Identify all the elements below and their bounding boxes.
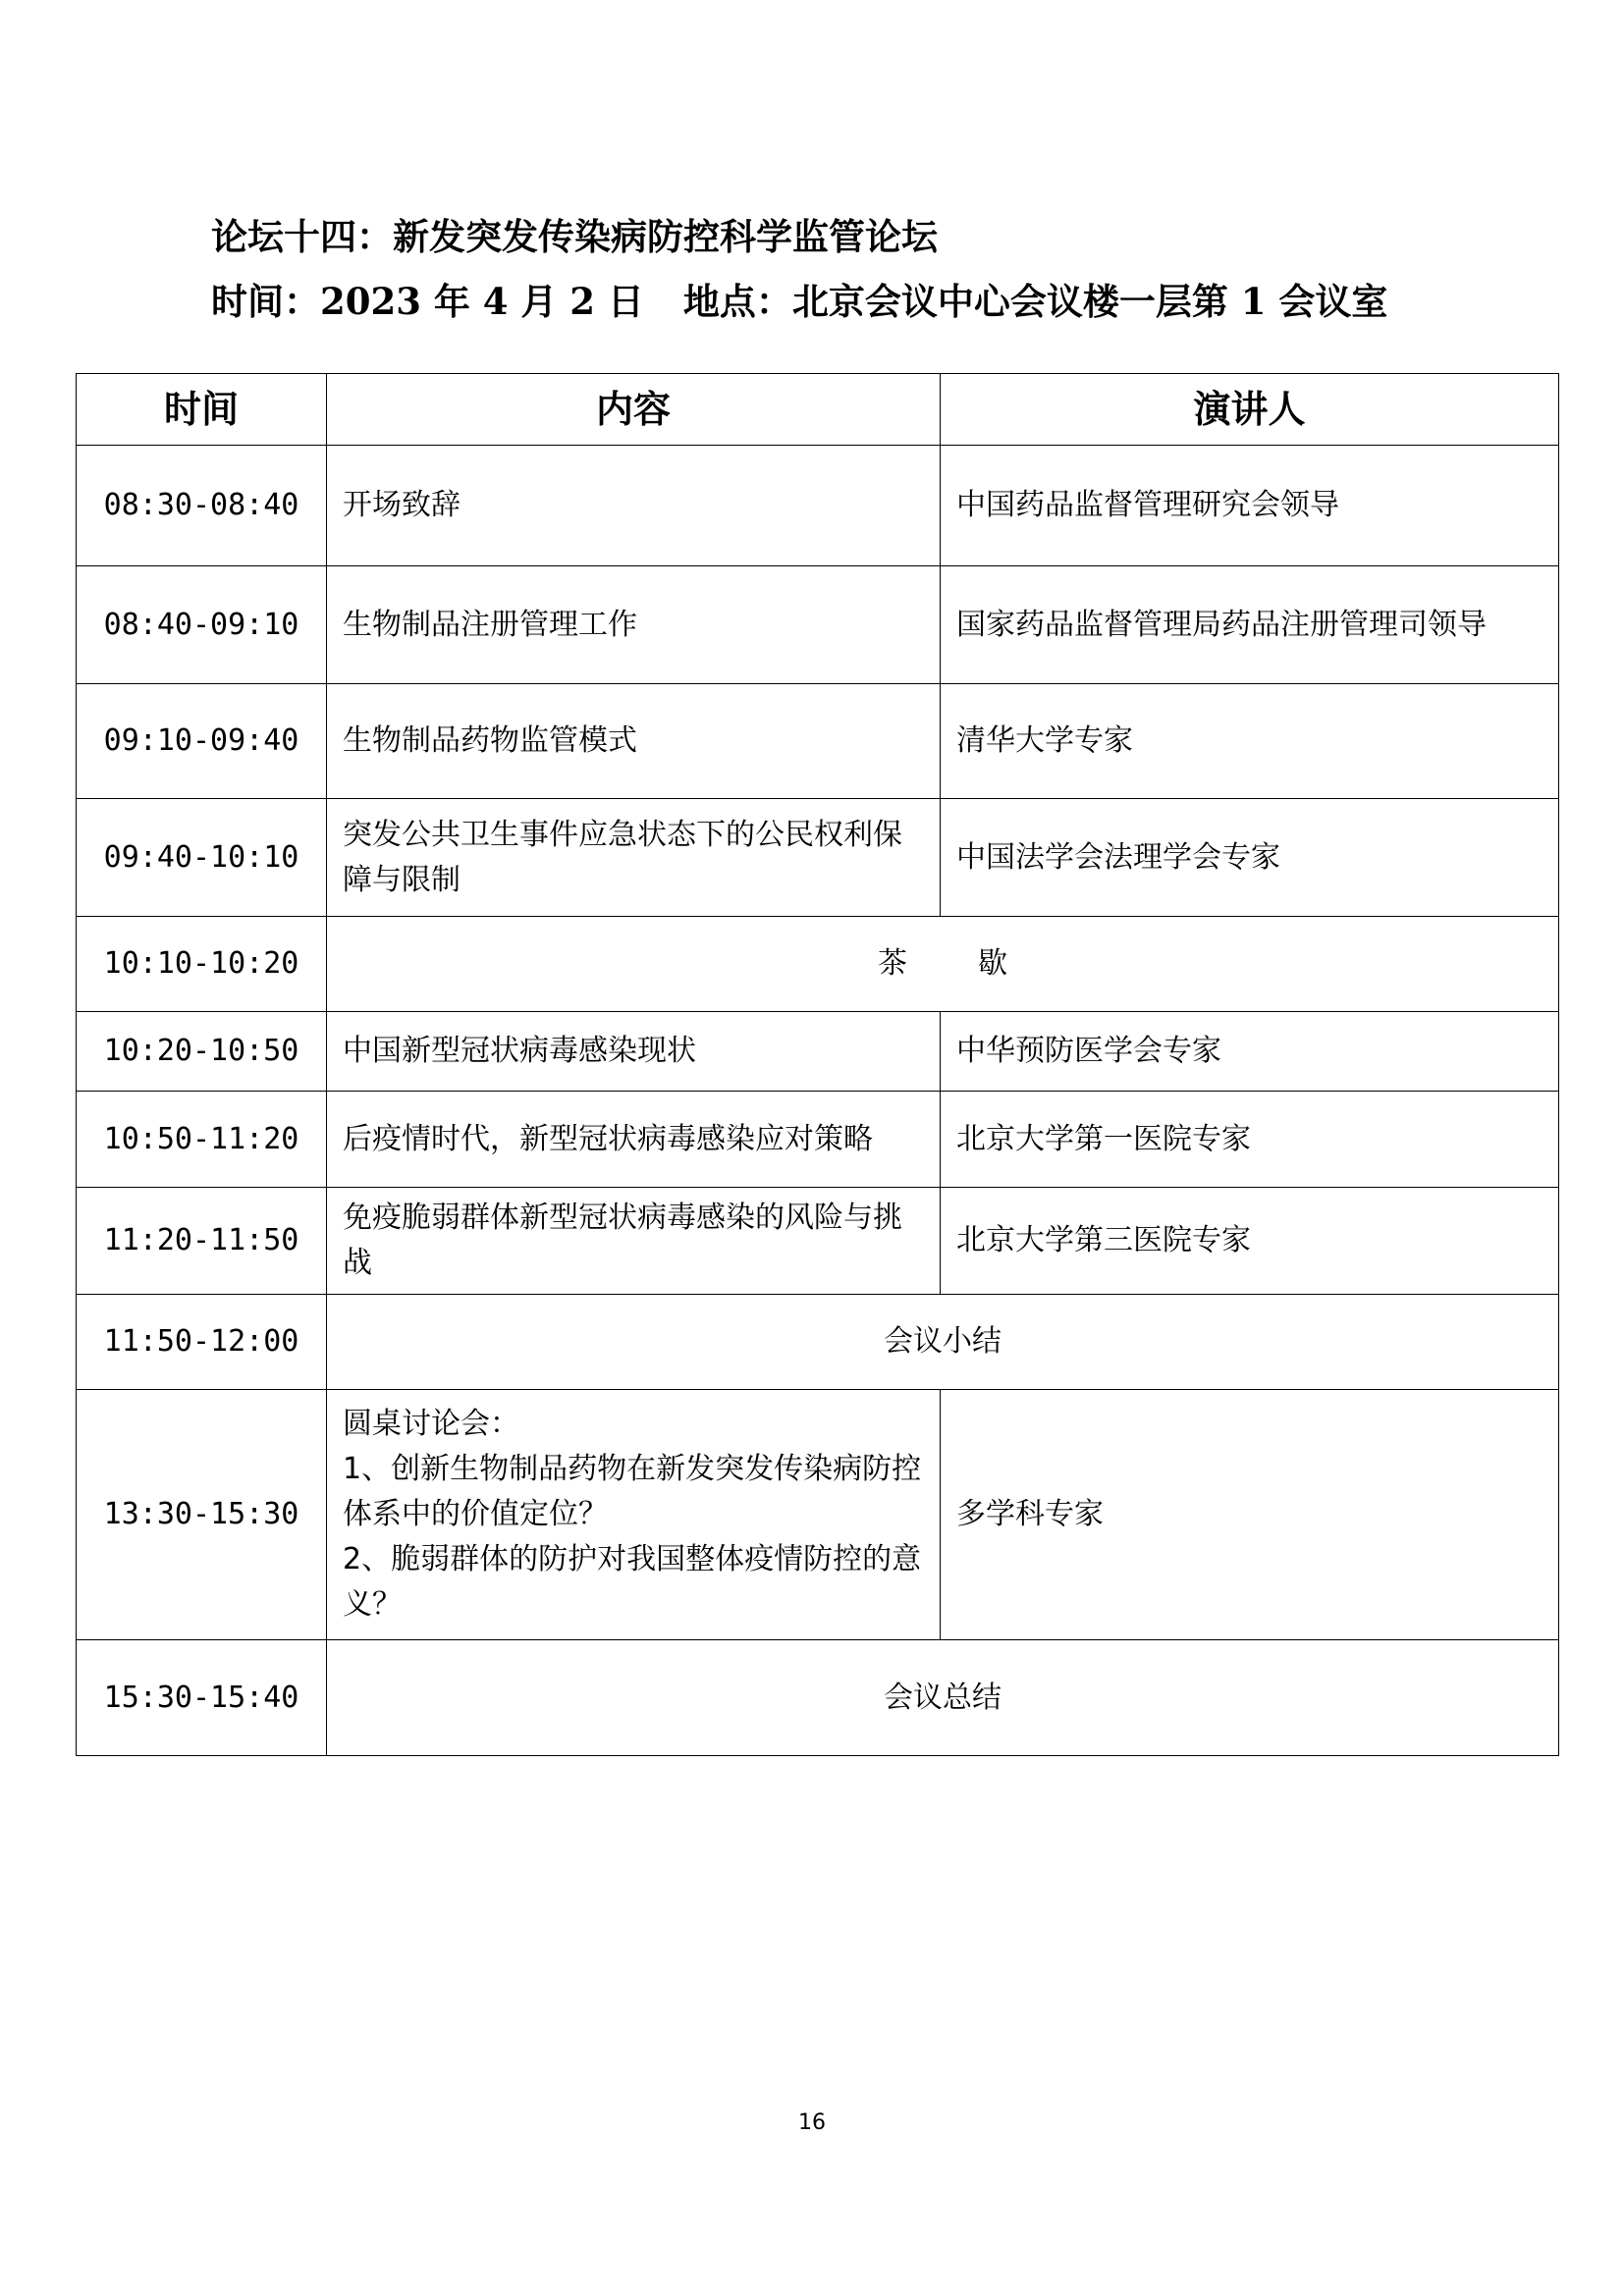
row-time: 10:20-10:50 <box>77 1012 327 1092</box>
row-speaker: 清华大学专家 <box>941 684 1559 799</box>
row-content: 突发公共卫生事件应急状态下的公民权利保障与限制 <box>327 799 941 917</box>
table-row <box>77 566 1559 684</box>
table-row-break <box>77 917 1559 1012</box>
table-row <box>77 1012 1559 1092</box>
table-header-row <box>77 374 1559 446</box>
header-speaker: 演讲人 <box>941 374 1559 446</box>
row-speaker: 北京大学第一医院专家 <box>941 1092 1559 1188</box>
table-row <box>77 1092 1559 1188</box>
row-speaker: 北京大学第三医院专家 <box>941 1188 1559 1295</box>
row-content: 生物制品注册管理工作 <box>327 566 941 684</box>
row-time: 10:50-11:20 <box>77 1092 327 1188</box>
row-time: 08:30-08:40 <box>77 446 327 566</box>
row-content: 中国新型冠状病毒感染现状 <box>327 1012 941 1092</box>
schedule-table <box>76 373 1559 1756</box>
row-speaker: 中国法学会法理学会专家 <box>941 799 1559 917</box>
row-time: 10:10-10:20 <box>77 917 327 1012</box>
forum-time: 时间：2023 年 4 月 2 日 <box>211 280 644 323</box>
row-time: 15:30-15:40 <box>77 1640 327 1756</box>
row-content: 免疫脆弱群体新型冠状病毒感染的风险与挑战 <box>327 1188 941 1295</box>
row-time: 11:50-12:00 <box>77 1295 327 1390</box>
row-time: 13:30-15:30 <box>77 1390 327 1640</box>
row-content: 生物制品药物监管模式 <box>327 684 941 799</box>
break-label: 茶歇 <box>878 946 1078 981</box>
row-time: 09:40-10:10 <box>77 799 327 917</box>
table-row-conclusion <box>77 1640 1559 1756</box>
row-time: 08:40-09:10 <box>77 566 327 684</box>
row-content: 后疫情时代，新型冠状病毒感染应对策略 <box>327 1092 941 1188</box>
table-row-summary <box>77 1295 1559 1390</box>
page-number: 16 <box>798 2110 826 2135</box>
header-time: 时间 <box>77 374 327 446</box>
row-content: 圆桌讨论会： 1、创新生物制品药物在新发突发传染病防控体系中的价值定位？ 2、脆弱群体的防护对我国整体疫情防控的意义？ <box>327 1390 941 1640</box>
table-row <box>77 1188 1559 1295</box>
row-speaker: 中国药品监督管理研究会领导 <box>941 446 1559 566</box>
row-speaker: 国家药品监督管理局药品注册管理司领导 <box>941 566 1559 684</box>
row-content: 开场致辞 <box>327 446 941 566</box>
forum-title: 论坛十四：新发突发传染病防控科学监管论坛 <box>211 215 938 258</box>
table-row <box>77 684 1559 799</box>
row-span-cell: 会议小结 <box>327 1295 1559 1390</box>
row-time: 09:10-09:40 <box>77 684 327 799</box>
row-speaker: 中华预防医学会专家 <box>941 1012 1559 1092</box>
row-span-cell: 会议总结 <box>327 1640 1559 1756</box>
row-speaker: 多学科专家 <box>941 1390 1559 1640</box>
table-row <box>77 799 1559 917</box>
header-content: 内容 <box>327 374 941 446</box>
table-row <box>77 446 1559 566</box>
forum-location: 地点：北京会议中心会议楼一层第 1 会议室 <box>682 280 1388 323</box>
row-span-cell <box>327 917 1559 1012</box>
forum-time-location <box>211 279 1387 324</box>
row-time: 11:20-11:50 <box>77 1188 327 1295</box>
table-row <box>77 1390 1559 1640</box>
